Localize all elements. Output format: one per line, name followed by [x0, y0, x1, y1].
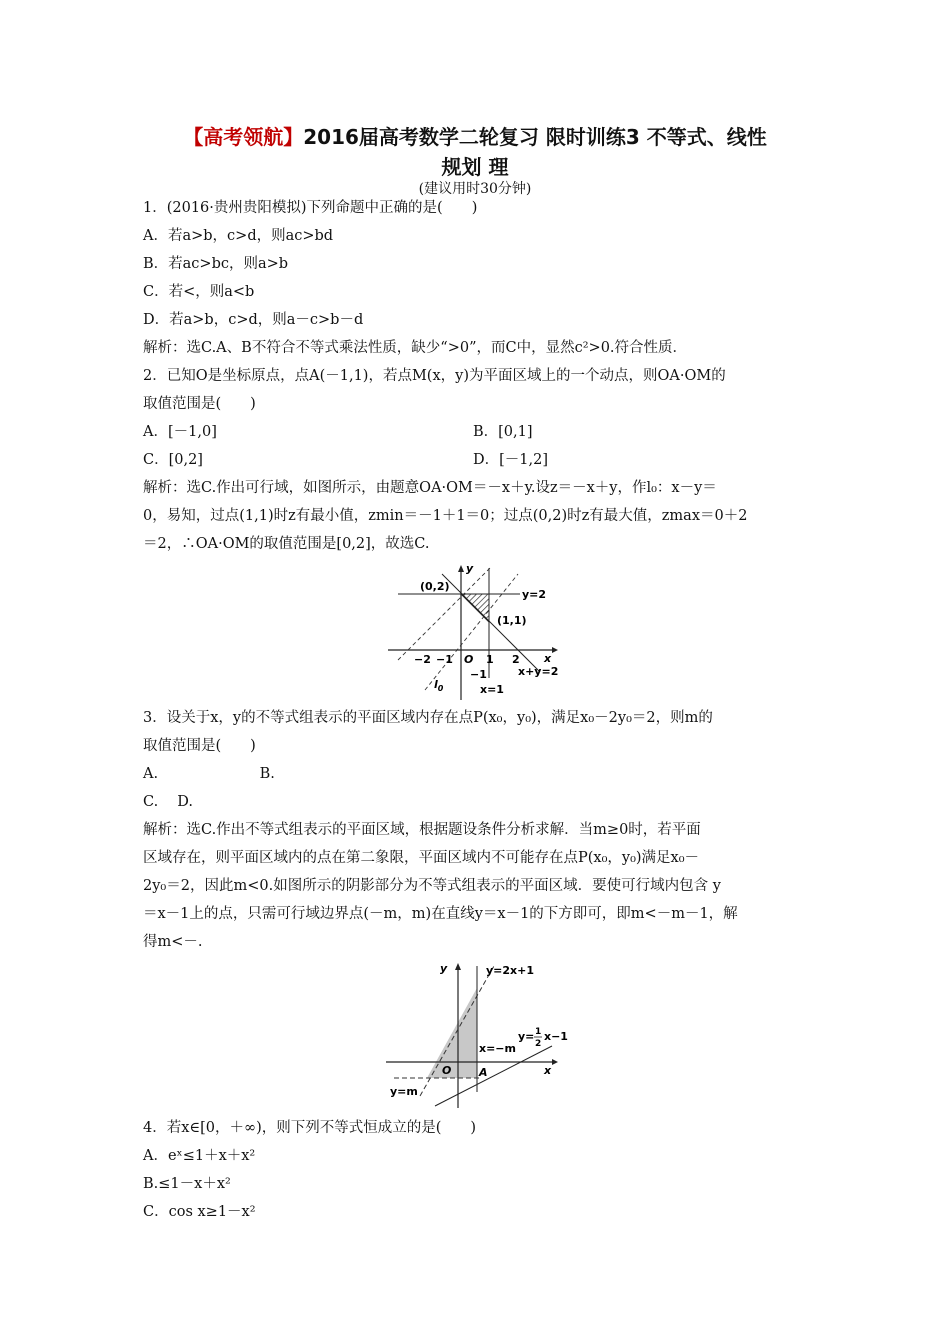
q2-label-x: x	[544, 652, 552, 665]
q2-label-xy2: x+y=2	[518, 665, 559, 678]
q1-option-c: C．若<，则a<b	[143, 284, 255, 300]
q3-shaded-region	[427, 988, 477, 1078]
q3-stem-line2: 取值范围是( )	[143, 738, 256, 754]
q2-option-a: A．[－1,0]	[143, 424, 217, 440]
q3-analysis-line3: 2y₀＝2，因此m<0.如图所示的阴影部分为不等式组表示的平面区域．要使可行域内包含 y	[143, 878, 721, 894]
q3-label-x-minus-m: x=−m	[479, 1042, 516, 1055]
q1-option-b: B．若ac>bc，则a>b	[143, 256, 289, 272]
q3-analysis-line5: 得m<－.	[143, 934, 203, 950]
q2-feasible-region-figure	[380, 560, 570, 705]
q3-label-y-half: y=	[518, 1030, 535, 1043]
q2-tick-y-minus1: −1	[470, 668, 487, 681]
q2-label-y2: y=2	[522, 588, 547, 601]
q2-option-c: C．[0,2]	[143, 452, 203, 468]
q2-shaded-region	[461, 594, 489, 622]
q3-options-ab: A. B.	[143, 766, 275, 782]
q4-option-b: B.≤1－x＋x²	[143, 1176, 231, 1192]
q2-option-d: D．[－1,2]	[473, 452, 548, 468]
q3-options-cd: C. D.	[143, 794, 194, 810]
q3-analysis-line2: 区域存在，则平面区域内的点在第二象限，平面区域内不可能存在点P(x₀，y₀)满足x₀－	[143, 850, 700, 866]
title-brand: 【高考领航】	[183, 125, 304, 149]
q2-tick-1: 1	[486, 653, 494, 666]
q2-stem-line2: 取值范围是( )	[143, 396, 256, 412]
q3-analysis-line1: 解析：选C.作出不等式组表示的平面区域，根据题设条件分析求解．当m≥0时，若平面	[143, 822, 701, 838]
q3-feasible-region-figure	[380, 958, 580, 1114]
q3-label-point-a: A	[479, 1066, 488, 1079]
q1-option-a: A．若a>b，c>d，则ac>bd	[143, 228, 334, 244]
q3-label-y-m: y=m	[390, 1085, 418, 1098]
q4-option-c: C．cos x≥1－x²	[143, 1204, 256, 1220]
q3-analysis-line4: ＝x－1上的点，只需可行域边界点(－m，m)在直线y＝x－1的下方即可，即m<－m－1，解	[143, 906, 738, 922]
q3-label-y: y	[440, 962, 448, 975]
q2-label-point-02: (0,2)	[420, 580, 450, 593]
q3-label-x-minus1: x−1	[544, 1030, 568, 1043]
q3-fraction-den: 2	[535, 1039, 542, 1049]
q2-tick-minus1: −1	[436, 653, 453, 666]
q1-analysis: 解析：选C.A、B不符合不等式乘法性质，缺少“>0”，而C中，显然c²>0.符合性质．	[143, 340, 688, 356]
title-line2: 规划 理	[441, 155, 509, 179]
q2-analysis-line2: 0，易知，过点(1,1)时z有最小值，zmin＝－1＋1＝0；过点(0,2)时z有最大值，zmax＝0＋2	[143, 508, 748, 524]
q2-label-x1: x=1	[480, 683, 504, 696]
q3-stem-line1: 3．设关于x，y的不等式组表示的平面区域内存在点P(x₀，y₀)，满足x₀－2y₀＝2，则m的	[143, 710, 713, 726]
q2-tick-minus2: −2	[414, 653, 431, 666]
q2-origin-label: O	[464, 653, 474, 666]
q2-label-y: y	[466, 562, 474, 575]
q3-fraction-num: 1	[535, 1027, 542, 1037]
q2-analysis-line1: 解析：选C.作出可行域，如图所示，由题意OA·OM＝－x＋y.设z＝－x＋y，作l₀：x－y＝	[143, 480, 717, 496]
title-main: 2016届高考数学二轮复习 限时训练3 不等式、线性	[303, 125, 767, 149]
q2-stem-line1: 2．已知O是坐标原点，点A(－1,1)，若点M(x，y)为平面区域上的一个动点，则OA·OM的	[143, 368, 726, 384]
q2-label-point-11: (1,1)	[497, 614, 527, 627]
document-title	[140, 122, 810, 182]
q2-option-b: B．[0,1]	[473, 424, 533, 440]
q2-analysis-line3: ＝2，∴OA·OM的取值范围是[0,2]，故选C.	[143, 536, 430, 552]
q3-label-y2x1: y=2x+1	[486, 964, 535, 977]
time-suggestion: (建议用时30分钟)	[418, 181, 532, 197]
q3-origin-label: O	[442, 1064, 452, 1077]
q1-stem: 1．(2016·贵州贵阳模拟)下列命题中正确的是( )	[143, 200, 478, 216]
q4-option-a: A．eˣ≤1＋x＋x²	[143, 1148, 256, 1164]
q2-label-l0: $l_0$	[434, 678, 444, 693]
q4-stem: 4．若x∈[0，＋∞)，则下列不等式恒成立的是( )	[143, 1120, 477, 1136]
q1-option-d: D．若a>b，c>d，则a－c>b－d	[143, 312, 364, 328]
q2-tick-2: 2	[512, 653, 520, 666]
q3-label-x: x	[544, 1064, 552, 1077]
